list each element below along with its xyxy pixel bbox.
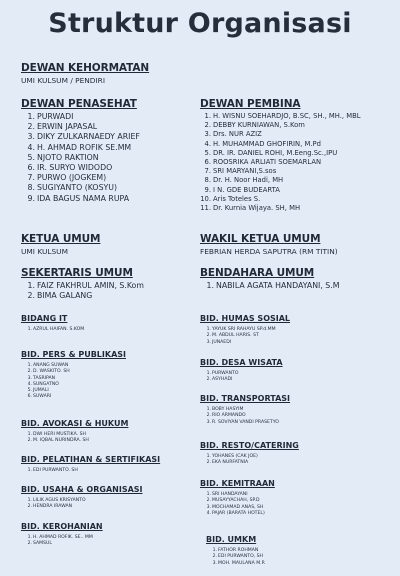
list-number: 2.	[27, 122, 35, 132]
member-name: JUMALI	[33, 388, 49, 394]
section-heading: BID. KEROHANIAN	[21, 522, 103, 531]
member-name: H. WISNU SOEHARDJO, B.SC, SH., MH., MBL	[213, 112, 361, 120]
section-wakil-ketua	[200, 233, 338, 257]
list-number: 1.	[27, 535, 32, 540]
member-name: NABILA AGATA HANDAYANI, S.M	[216, 281, 340, 290]
list-number: 10.	[200, 194, 211, 203]
list-number: 2.	[206, 413, 211, 419]
section-heading: WAKIL KETUA UMUM	[200, 233, 321, 245]
member-name: SUGIYANTO (KOSYU)	[37, 183, 118, 193]
member-name: M. ABDUL HARIS. ST	[212, 333, 259, 339]
list-number: 5.	[204, 148, 211, 157]
list-number: 7.	[204, 167, 211, 176]
member-list	[21, 327, 84, 333]
member-name: IDA BAGUS NAMA RUPA	[37, 193, 130, 203]
member-name: EDI PURWANTO, SH	[218, 554, 263, 560]
member-list	[21, 281, 144, 301]
list-number: 6.	[27, 394, 32, 400]
member-name: RIO ARMANDO	[212, 413, 246, 419]
list-item	[200, 340, 290, 346]
section-heading: BID. RESTO/CATERING	[200, 441, 299, 450]
member-name: M. IQBAL NURINDRA. SH	[33, 438, 89, 444]
list-number: 6.	[27, 163, 35, 173]
member-name: DEBBY KURNIAWAN, S.Kom	[213, 121, 305, 130]
section-bid-humas	[200, 313, 290, 346]
member-name: PURWO (JOGKEM)	[37, 173, 107, 183]
list-number: 1.	[27, 112, 35, 121]
list-number: 1.	[206, 371, 211, 376]
member-name: NJOTO RAKTION	[37, 152, 99, 162]
member-list	[21, 535, 103, 548]
list-item	[200, 112, 361, 121]
list-item	[21, 122, 140, 132]
section-heading: KETUA UMUM	[21, 233, 101, 245]
list-item	[21, 112, 140, 122]
member-name: R. SOVIYAN VANDI PRASETYO	[212, 419, 279, 425]
list-item	[200, 149, 361, 158]
member-name: BOBY HASYIM	[212, 407, 244, 412]
section-heading: BENDAHARA UMUM	[200, 267, 315, 279]
section-bendahara	[200, 267, 339, 291]
member-list	[200, 492, 275, 517]
member-list	[200, 112, 361, 213]
list-number: 1.	[27, 432, 32, 437]
list-number: 4.	[27, 381, 32, 387]
list-number: 6.	[204, 158, 211, 167]
list-item	[200, 204, 361, 213]
member-name: SUWARI	[33, 394, 52, 400]
list-item	[200, 121, 361, 130]
list-number: 2.	[27, 438, 32, 444]
section-heading: SEKERTARIS UMUM	[21, 267, 133, 279]
member-list	[21, 363, 126, 401]
list-number: 2.	[212, 554, 217, 560]
member-name: DIKY ZULKARNAEDY ARIEF	[37, 132, 140, 142]
member-list	[200, 407, 290, 426]
member-name: SUNGATNO	[33, 381, 59, 387]
list-number: 5.	[27, 152, 35, 162]
section-heading: BID. KEMITRAAN	[200, 479, 275, 488]
list-item	[200, 186, 361, 195]
section-ketua-umum	[21, 233, 100, 257]
list-item	[200, 460, 299, 466]
member-name: MOH. MAULANA M.R	[218, 560, 265, 566]
list-item	[200, 195, 361, 204]
member-name: Dr. H. Noor Hadi, MH	[213, 176, 284, 185]
member-name: SRI MARYANI,S.sos	[213, 167, 277, 176]
member-name: ERWIN JAPASAL	[37, 122, 98, 132]
list-number: 3.	[206, 419, 211, 425]
section-dewan-penasehat	[21, 98, 140, 204]
member-name: EDI PURWANTO. SH	[33, 468, 78, 473]
list-number: 1.	[27, 281, 35, 290]
member-name: SRI HANDAYANI	[212, 492, 248, 497]
member-name: AZRUL HAIFAN. S.KOM	[33, 327, 85, 332]
section-heading: DEWAN PENASEHAT	[21, 98, 137, 110]
section-dewan-pembina	[200, 98, 361, 213]
list-number: 2.	[27, 369, 32, 375]
member-name: EKA NURFATNIA	[212, 460, 249, 466]
member-name: YAYUK SRI RAHAYU SP.d.MM	[212, 327, 276, 332]
member-list	[21, 468, 160, 474]
list-number: 11.	[200, 204, 211, 213]
section-heading: BID. USAHA & ORGANISASI	[21, 485, 143, 494]
list-number: 2.	[27, 291, 35, 301]
list-item	[21, 163, 140, 173]
section-bid-pers	[21, 349, 126, 401]
section-member: UMI KULSUM	[21, 247, 68, 256]
member-name: I N. GDE BUDEARTA	[213, 185, 280, 194]
member-list	[21, 432, 128, 445]
list-item	[21, 504, 143, 510]
section-heading: DEWAN PEMBINA	[200, 98, 301, 110]
list-item	[21, 132, 140, 142]
list-number: 4.	[27, 142, 35, 152]
member-list	[21, 112, 140, 204]
list-item	[21, 183, 140, 193]
list-item	[21, 541, 103, 547]
member-name: MOCHAMAD ANAS, SH	[212, 504, 264, 510]
section-member: UMI KULSUM / PENDIRI	[21, 76, 105, 85]
member-name: ASYHADI	[212, 377, 233, 383]
member-list	[200, 281, 339, 291]
list-item	[206, 561, 265, 567]
member-name: PURWANTO	[212, 371, 239, 376]
list-number: 7.	[27, 173, 35, 183]
section-bid-transportasi	[200, 393, 290, 426]
member-name: LILIK AGUS KRISYANTO	[33, 498, 86, 503]
list-number: 8.	[27, 183, 35, 193]
list-item	[21, 327, 84, 333]
section-member: FEBRIAN HERDA SAPUTRA (RM TITIN)	[200, 247, 338, 256]
list-number: 3.	[206, 339, 211, 345]
section-bid-kemitraan	[200, 478, 275, 517]
list-number: 8.	[204, 176, 211, 185]
list-item	[21, 468, 160, 474]
section-bid-kerohanian	[21, 521, 103, 548]
list-item	[200, 281, 339, 291]
section-dewan-kehormatan	[21, 62, 149, 86]
list-number: 1.	[206, 327, 211, 332]
section-heading: BID. HUMAS SOSIAL	[200, 314, 291, 323]
list-item	[21, 153, 140, 163]
member-name: Dr. Kurnia Wijaya. SH, MH	[213, 204, 301, 213]
member-name: MUSAYYACHAH, SP.D	[212, 498, 260, 504]
member-list	[21, 498, 143, 511]
member-list	[200, 327, 290, 346]
section-heading: BID. PERS & PUBLIKASI	[21, 350, 126, 359]
list-number: 2.	[206, 460, 211, 466]
section-heading: BIDANG IT	[21, 314, 68, 323]
member-name: PURWADI	[37, 112, 74, 121]
member-name: YOHANES (CAK JOE)	[212, 454, 258, 459]
list-item	[21, 438, 128, 444]
member-name: PAJAR (BARATA HOTEL)	[212, 510, 265, 516]
member-name: ANANG SUWAN	[33, 363, 69, 368]
member-name: D. WASKITO. SH	[33, 369, 70, 375]
list-item	[21, 143, 140, 153]
list-item	[200, 377, 283, 383]
member-name: Aris Toteles S.	[213, 194, 261, 203]
list-number: 5.	[27, 388, 32, 394]
list-item	[200, 130, 361, 139]
list-item	[200, 167, 361, 176]
list-item	[200, 158, 361, 167]
member-name: FATHOR ROHMAN	[218, 548, 259, 553]
list-number: 3.	[212, 560, 217, 566]
section-heading: BID. DESA WISATA	[200, 358, 283, 367]
list-number: 1.	[27, 327, 32, 332]
list-number: 1.	[27, 363, 32, 368]
list-number: 1.	[206, 407, 211, 412]
section-sekertaris-umum	[21, 267, 144, 301]
list-number: 1.	[206, 454, 211, 459]
list-item	[200, 140, 361, 149]
member-name: ROOSRIKA ARLIATI SOEMARLAN	[213, 158, 322, 167]
member-name: DWI HERI MUSTIKA. SH	[33, 432, 86, 437]
list-number: 3.	[206, 504, 211, 510]
section-bid-umkm	[206, 534, 265, 567]
list-number: 1.	[206, 281, 214, 290]
list-number: 2.	[206, 333, 211, 339]
list-number: 2.	[206, 377, 211, 383]
list-number: 1.	[204, 112, 211, 120]
list-item	[21, 394, 126, 400]
section-bid-resto	[200, 440, 299, 467]
member-list	[200, 371, 283, 384]
list-item	[21, 291, 144, 301]
list-number: 3.	[27, 375, 32, 381]
section-heading: BID. PELATIHAN & SERTIFIKASI	[21, 455, 161, 464]
member-name: SAMSUL	[33, 541, 52, 547]
member-name: H. MUHAMMAD GHOFIRIN, M.Pd	[213, 139, 321, 148]
list-number: 1.	[27, 498, 32, 503]
list-number: 3.	[204, 130, 211, 139]
section-bid-usaha	[21, 484, 143, 511]
member-name: TASRIPAN	[33, 375, 56, 381]
list-item	[21, 173, 140, 183]
member-name: DR. IR. DANIEL ROHI, M.Eeng.Sc.,IPU	[213, 148, 338, 157]
list-number: 4.	[206, 510, 211, 516]
member-name: H. AHMAD ROFIK. SE.. MM	[33, 535, 93, 540]
list-number: 2.	[204, 121, 211, 130]
list-number: 4.	[204, 139, 211, 148]
member-name: Drs. NUR AZIZ	[213, 130, 262, 139]
section-heading: DEWAN KEHORMATAN	[21, 62, 150, 74]
member-name: FAIZ FAKHRUL AMIN, S.Kom	[37, 281, 144, 290]
section-heading: BID. AVOKASI & HUKUM	[21, 419, 129, 428]
list-number: 1.	[206, 492, 211, 497]
list-number: 1.	[27, 468, 32, 473]
list-item	[21, 281, 144, 291]
list-number: 1.	[212, 548, 217, 553]
list-number: 2.	[27, 504, 32, 510]
list-number: 3.	[27, 132, 35, 142]
section-bid-desa	[200, 357, 283, 384]
list-item	[200, 511, 275, 517]
page-title: Struktur Organisasi	[48, 8, 352, 39]
section-bid-avokasi	[21, 418, 128, 445]
list-number: 2.	[206, 498, 211, 504]
list-number: 9.	[204, 185, 211, 194]
list-item	[21, 194, 140, 204]
member-list	[200, 454, 299, 467]
list-item	[200, 420, 290, 426]
section-heading: BID. TRANSPORTASI	[200, 394, 291, 403]
member-name: IR. SURYO WIDODO	[37, 163, 113, 173]
list-number: 2.	[27, 541, 32, 547]
section-heading: BID. UMKM	[206, 535, 257, 544]
member-list	[206, 548, 265, 567]
section-bid-it	[21, 313, 84, 333]
member-name: HENDRA IRAWAN	[33, 504, 73, 510]
section-bid-pelatihan	[21, 454, 160, 474]
member-name: BIMA GALANG	[37, 291, 93, 301]
list-item	[200, 176, 361, 185]
member-name: H. AHMAD ROFIK SE.MM	[37, 142, 132, 152]
member-name: JUNAEDI	[212, 339, 232, 345]
list-number: 9.	[27, 193, 35, 203]
